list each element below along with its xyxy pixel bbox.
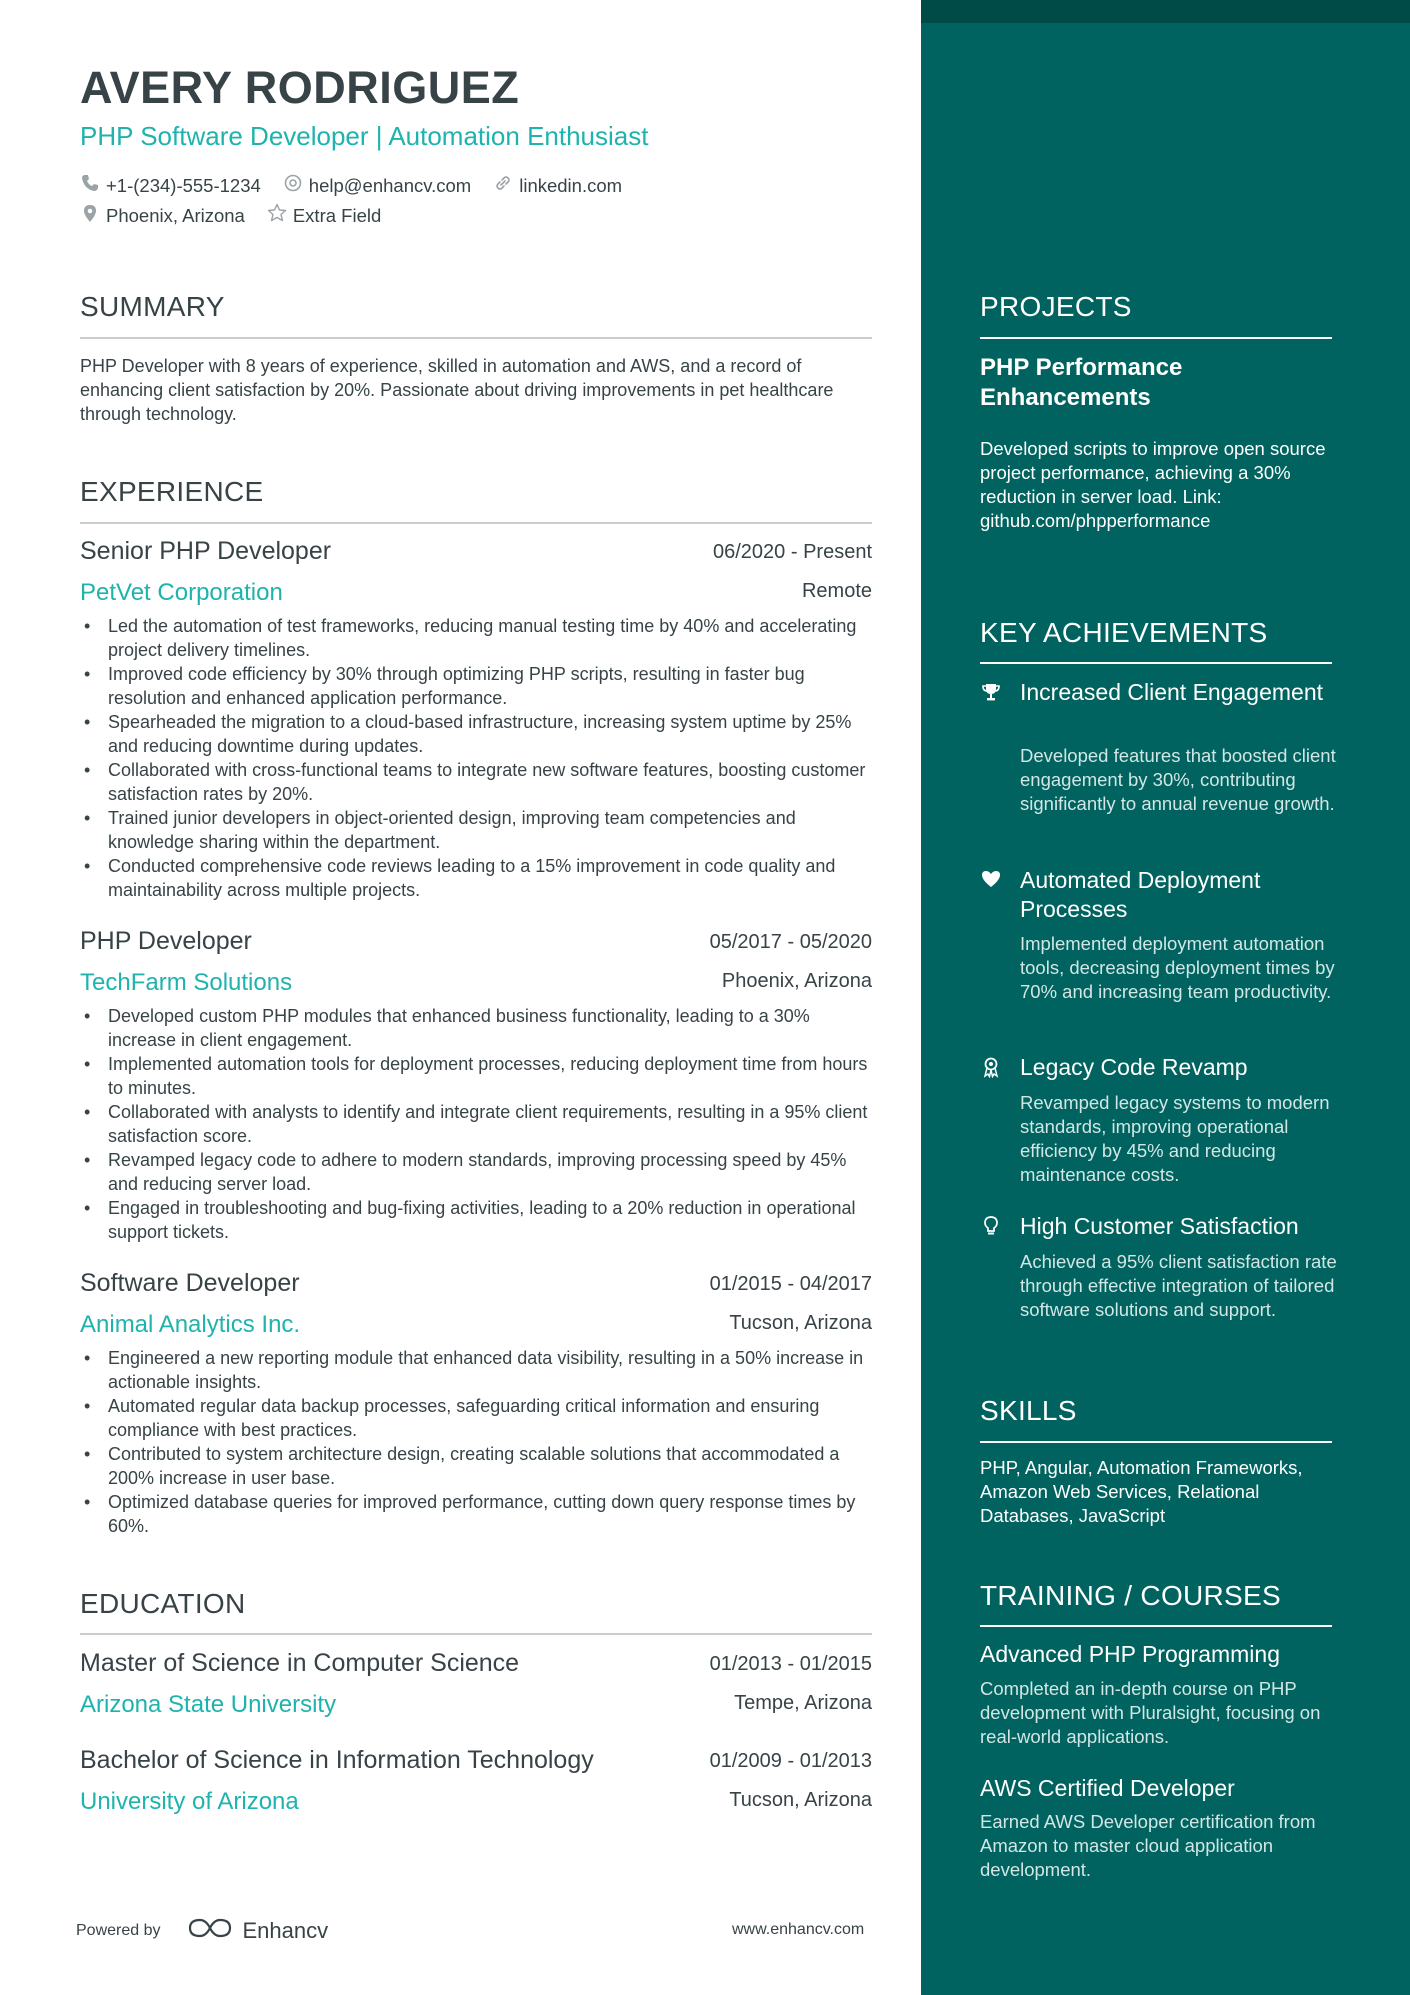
contact-email[interactable] (283, 173, 471, 198)
list-item: • Optimized database queries for improved performance, cutting down query response times by 60%. (108, 1490, 872, 1538)
job-location: Tucson, Arizona (729, 1312, 872, 1334)
sidebar-top-band (921, 0, 1410, 23)
achievement-description: Implemented deployment automation tools, decreasing deployment times by 70% and increasing team productivity. (1020, 933, 1335, 1002)
course-name: AWS Certified Developer (980, 1775, 1235, 1801)
education-dates: 01/2009 - 01/2013 (709, 1750, 872, 1772)
brand-name: Enhancv (242, 1918, 329, 1943)
star-icon (267, 203, 287, 228)
job-company: PetVet Corporation (80, 579, 283, 606)
education-location: Tucson, Arizona (729, 1789, 872, 1811)
link-icon (493, 173, 513, 198)
education-dates: 01/2013 - 01/2015 (709, 1653, 872, 1675)
location-text: Phoenix, Arizona (106, 204, 245, 226)
training-divider (980, 1625, 1332, 1627)
experience-title: EXPERIENCE (80, 476, 264, 507)
job-role: PHP Developer (80, 927, 252, 955)
education-school: Arizona State University (80, 1691, 337, 1718)
powered-by-text: Powered by (76, 1922, 161, 1939)
summary-divider (80, 337, 872, 339)
list-item: • Improved code efficiency by 30% through optimizing PHP scripts, resulting in faster bug resolution and enhanced application performance. (108, 662, 872, 710)
headline: PHP Software Developer | Automation Enthusiast (80, 121, 649, 151)
education-title: EDUCATION (80, 1588, 246, 1619)
achievement-title: High Customer Satisfaction (1020, 1213, 1299, 1239)
list-item: • Spearheaded the migration to a cloud-based infrastructure, increasing system uptime by 25% and reducing downtime during updates. (108, 710, 872, 758)
footer-powered (76, 1916, 328, 1946)
list-item: • Revamped legacy code to adhere to modern standards, improving processing speed by 45% and reducing server load. (108, 1148, 872, 1196)
linkedin-text[interactable]: linkedin.com (519, 174, 623, 196)
list-item: • Led the automation of test frameworks, reducing manual testing time by 40% and accelerating project delivery timelines. (108, 614, 872, 662)
brand-logo[interactable] (187, 1916, 329, 1946)
job-bullets (80, 1004, 872, 1244)
job-location: Phoenix, Arizona (721, 970, 872, 992)
list-item: • Conducted comprehensive code reviews leading to a 15% improvement in code quality and maintainability across multiple projects. (108, 854, 872, 902)
list-item: • Engineered a new reporting module that enhanced data visibility, resulting in a 50% increase in actionable insights. (108, 1346, 872, 1394)
course-name: Advanced PHP Programming (980, 1641, 1280, 1667)
education-school: University of Arizona (80, 1788, 299, 1815)
list-item: • Implemented automation tools for deployment processes, reducing deployment time from hours to minutes. (108, 1052, 872, 1100)
contact-extra (267, 203, 381, 228)
job-dates: 06/2020 - Present (713, 541, 872, 563)
location-pin-icon (80, 203, 100, 228)
phone-text: +1-(234)-555-1234 (106, 174, 261, 196)
contact-location (80, 203, 245, 228)
summary-title: SUMMARY (80, 291, 225, 322)
achievement-title: Legacy Code Revamp (1020, 1054, 1248, 1080)
extra-field-text: Extra Field (292, 204, 382, 226)
job-location: Remote (801, 580, 872, 602)
list-item: • Engaged in troubleshooting and bug-fixing activities, leading to a 20% reduction in operational support tickets. (108, 1196, 872, 1244)
list-item: • Contributed to system architecture design, creating scalable solutions that accommodated a 200% increase in user base. (108, 1442, 872, 1490)
achievement-description: Revamped legacy systems to modern standards, improving operational efficiency by 45% and reducing maintenance costs. (1020, 1092, 1330, 1185)
project-description: Developed scripts to improve open source project performance, achieving a 30% reduction in server load. Link: github.com/phpperformance (980, 438, 1326, 531)
list-item: • Developed custom PHP modules that enhanced business functionality, leading to a 30% increase in client engagement. (108, 1004, 872, 1052)
job-bullets (80, 1346, 872, 1538)
education-degree: Bachelor of Science in Information Technology (80, 1746, 594, 1774)
email-text[interactable]: help@enhancv.com (308, 174, 472, 196)
education-divider (80, 1633, 872, 1635)
job-role: Software Developer (80, 1269, 300, 1297)
job-company: Animal Analytics Inc. (80, 1311, 301, 1338)
experience-divider (80, 522, 872, 524)
enhancv-logo-icon (187, 1916, 233, 1946)
education-location: Tempe, Arizona (734, 1692, 872, 1714)
course-description: Earned AWS Developer certification from Amazon to master cloud application development. (980, 1811, 1316, 1880)
job-company: TechFarm Solutions (80, 969, 293, 996)
award-icon (980, 1056, 1002, 1078)
skills-title: SKILLS (980, 1395, 1077, 1426)
contact-row-1 (80, 173, 622, 198)
projects-title: PROJECTS (980, 291, 1132, 322)
contact-row-2 (80, 203, 381, 228)
achievements-divider (980, 662, 1332, 664)
achievements-title: KEY ACHIEVEMENTS (980, 617, 1268, 648)
job-bullets (80, 614, 872, 902)
trophy-icon (980, 681, 1002, 703)
sidebar (921, 0, 1410, 1995)
summary-text: PHP Developer with 8 years of experience, skilled in automation and AWS, and a record of enhancing client satisfaction by 20%. Passionate about driving improvements in pet healthcare through technology. (80, 356, 834, 424)
heart-icon (980, 868, 1002, 890)
footer-website[interactable]: www.enhancv.com (732, 1921, 865, 1938)
course-description: Completed an in-depth course on PHP development with Pluralsight, focusing on real-world applications. (980, 1678, 1321, 1747)
contact-phone (80, 173, 261, 198)
contact-linkedin[interactable] (493, 173, 622, 198)
skills-text: PHP, Angular, Automation Frameworks, Amazon Web Services, Relational Databases, JavaScript (980, 1457, 1303, 1526)
phone-icon (80, 173, 100, 198)
lightbulb-icon (980, 1215, 1002, 1237)
achievement-title: Automated Deployment Processes (1020, 867, 1261, 922)
achievement-description: Developed features that boosted client engagement by 30%, contributing significantly to annual revenue growth. (1020, 745, 1336, 814)
project-name: PHP Performance Enhancements (980, 354, 1183, 411)
list-item: • Trained junior developers in object-oriented design, improving team competencies and knowledge sharing within the department. (108, 806, 872, 854)
achievement-title: Increased Client Engagement (1020, 679, 1324, 705)
job-dates: 01/2015 - 04/2017 (709, 1273, 872, 1295)
list-item: • Collaborated with cross-functional teams to integrate new software features, boosting customer satisfaction rates by 20%. (108, 758, 872, 806)
training-title: TRAINING / COURSES (980, 1580, 1281, 1611)
projects-divider (980, 337, 1332, 339)
achievement-description: Achieved a 95% client satisfaction rate through effective integration of tailored software solutions and support. (1020, 1251, 1337, 1320)
skills-divider (980, 1441, 1332, 1443)
list-item: • Automated regular data backup processes, safeguarding critical information and ensuring compliance with best practices. (108, 1394, 872, 1442)
candidate-name: AVERY RODRIGUEZ (80, 62, 520, 113)
list-item: • Collaborated with analysts to identify and integrate client requirements, resulting in a 95% client satisfaction score. (108, 1100, 872, 1148)
job-role: Senior PHP Developer (80, 537, 332, 565)
education-degree: Master of Science in Computer Science (80, 1649, 520, 1677)
at-icon (283, 173, 303, 198)
job-dates: 05/2017 - 05/2020 (709, 931, 872, 953)
